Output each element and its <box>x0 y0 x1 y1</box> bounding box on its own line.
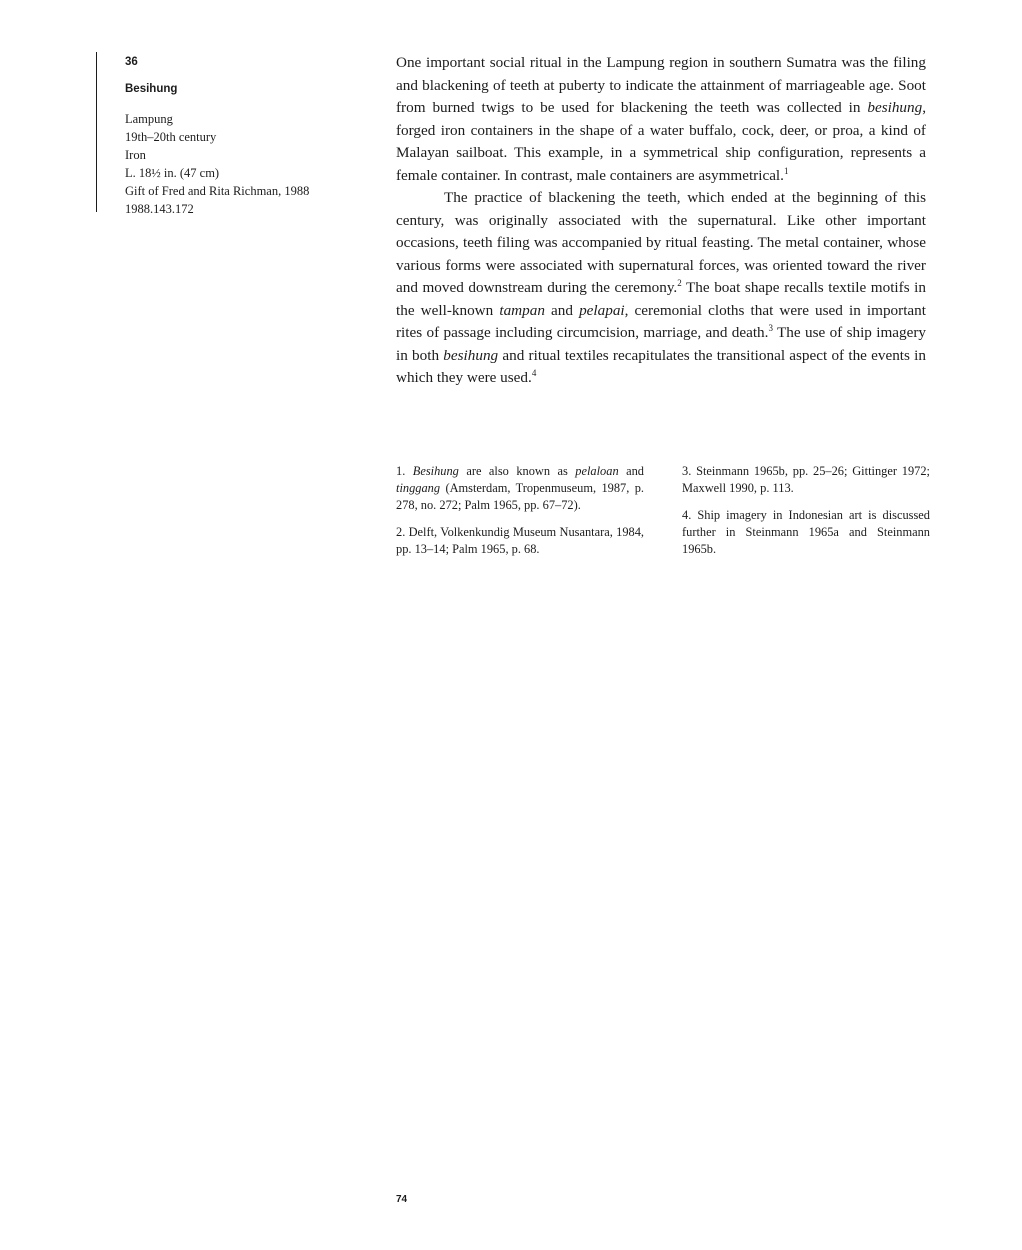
footnotes-column-right <box>682 463 930 568</box>
text-run: and ritual textiles recapitulates the transitional aspect of the events in which they were used. <box>396 346 926 386</box>
object-details <box>125 110 365 218</box>
footnotes-column-left <box>396 463 644 568</box>
text-run: and <box>618 464 644 478</box>
text-run: One important social ritual in the Lampung region in southern Sumatra was the filing and blackening of teeth at puberty to indicate the attainment of marriageable age. Soot from burned twigs to be used for blackening the teeth was collected in <box>396 54 926 116</box>
footnotes <box>396 463 930 568</box>
footnote-ref-4: 4 <box>531 367 537 378</box>
footnote-4: 4. Ship imagery in Indonesian art is discussed further in Steinmann 1965a and Steinmann 1965b. <box>682 508 930 556</box>
text-run: The practice of blackening the teeth, which ended at the beginning of this century, was originally associated with the supernatural. Like other important occasions, teeth filing was accompanied by ritual feasting. The metal container, whose various forms were associated with supernatural forces, was oriented toward the river and moved downstream during the ceremony. <box>396 189 926 296</box>
paragraph-1 <box>396 52 926 187</box>
catalogue-number: 36 <box>125 56 138 68</box>
footnote-1 <box>396 463 644 514</box>
paragraph-2 <box>396 187 926 390</box>
essay-text <box>396 52 926 390</box>
object-dimensions: L. 18½ in. (47 cm) <box>125 166 220 180</box>
object-material: Iron <box>125 148 146 162</box>
footnote-3: 3. Steinmann 1965b, pp. 25–26; Gittinger 1972; Maxwell 1990, p. 113. <box>682 464 930 495</box>
italic-term: Besihung <box>412 464 459 478</box>
italic-term: tinggang <box>396 481 441 495</box>
footnote-ref-1: 1 <box>783 165 789 176</box>
text-run: and <box>544 301 580 319</box>
italic-term: besihung <box>443 346 499 364</box>
object-accession-number: 1988.143.172 <box>125 202 194 216</box>
text-run: are also known as <box>458 464 576 478</box>
footnote-ref-2: 2 <box>677 277 682 288</box>
text-run: , ceremonial cloths that were used in important rites of passage including circumcision, marriage, and death. <box>396 301 926 341</box>
italic-term: besihung <box>867 99 923 116</box>
text-run: The use of ship imagery in both <box>396 324 927 364</box>
catalogue-entry <box>96 52 384 216</box>
object-credit-line: Gift of Fred and Rita Richman, 1988 <box>125 184 310 198</box>
object-origin: Lampung <box>125 112 173 126</box>
text-run: The boat shape recalls textile motifs in the well-known <box>396 279 926 319</box>
text-run: 1. <box>396 464 413 478</box>
italic-term: pelapai <box>579 301 625 319</box>
italic-term: pelaloan <box>575 464 619 478</box>
footnote-2: 2. Delft, Volkenkundig Museum Nusantara, 1984, pp. 13–14; Palm 1965, p. 68. <box>396 525 644 556</box>
object-date: 19th–20th century <box>125 130 217 144</box>
page-number: 74 <box>396 1194 408 1205</box>
object-title: Besihung <box>125 83 178 95</box>
footnote-ref-3: 3 <box>768 322 773 333</box>
text-run: (Amsterdam, Tropenmuseum, 1987, p. 278, no. 272; Palm 1965, pp. 67–72). <box>396 481 644 512</box>
italic-term: tampan <box>499 301 545 319</box>
text-run: , forged iron containers in the shape of a water buffalo, cock, deer, or proa, a kind of Malayan sailboat. This example, in a symmetrical ship configuration, represents a female container. In contrast, male containers are asymmetrical. <box>396 99 926 184</box>
